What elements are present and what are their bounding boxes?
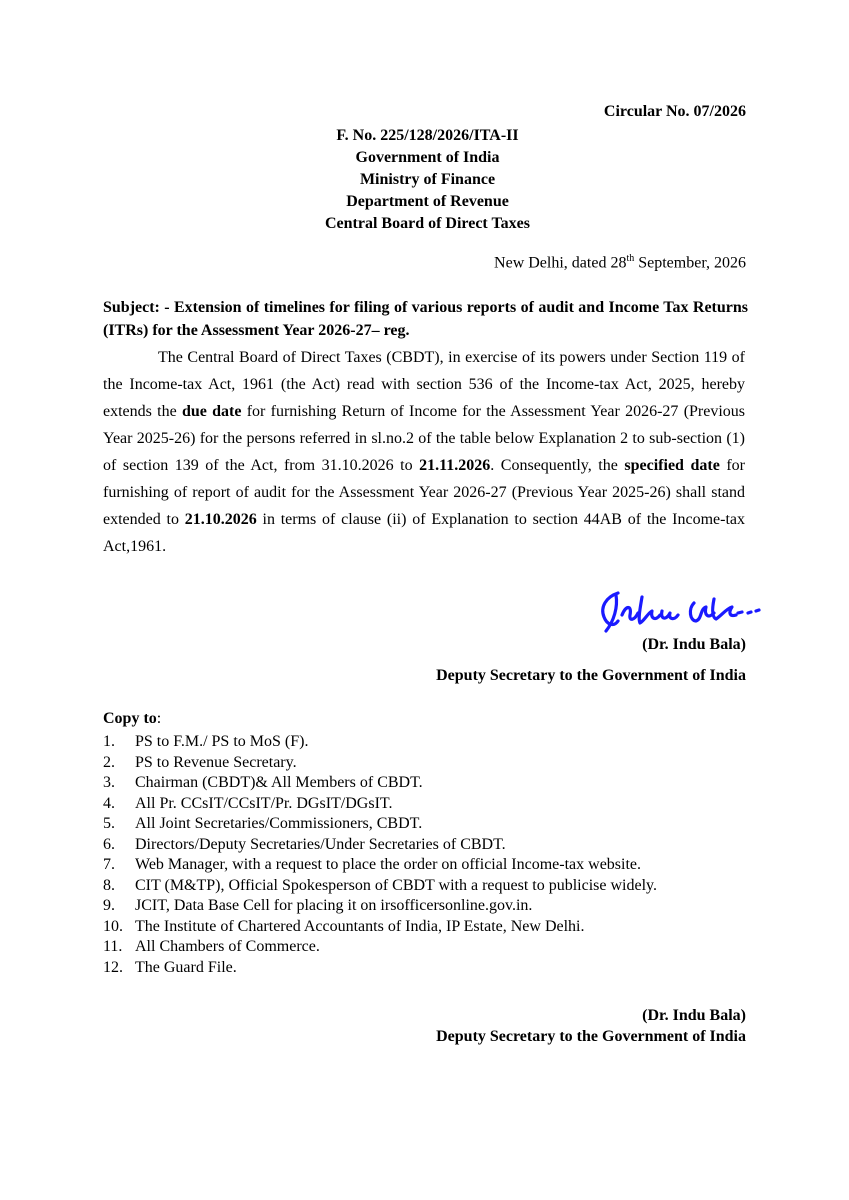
list-item xyxy=(103,896,657,917)
date-prefix: New Delhi, dated 28 xyxy=(494,254,627,272)
list-item-text: JCIT, Data Base Cell for placing it on irsofficersonline.gov.in. xyxy=(135,897,533,914)
list-item-text: PS to Revenue Secretary. xyxy=(135,753,297,771)
list-item-number: 8. xyxy=(103,876,115,894)
body-text-5: in terms of clause (ii) of Explanation to section 44AB of the Income-tax Act,1961. xyxy=(103,511,746,555)
list-item xyxy=(103,794,657,815)
government-name: Government of India xyxy=(355,149,500,166)
list-item-number: 1. xyxy=(103,733,115,750)
signatory-name: (Dr. Indu Bala) xyxy=(642,636,746,653)
letterhead xyxy=(0,125,849,235)
list-item-number: 9. xyxy=(103,897,115,914)
circular-number: Circular No. 07/2026 xyxy=(603,103,746,120)
list-item-number: 7. xyxy=(103,856,115,873)
board-name: Central Board of Direct Taxes xyxy=(324,215,530,232)
list-item-number: 12. xyxy=(103,958,123,976)
list-item-number: 3. xyxy=(103,774,115,791)
list-item-text: The Institute of Chartered Accountants of India, IP Estate, New Delhi. xyxy=(135,917,585,935)
list-item-text: Web Manager, with a request to place the order on official Income-tax website. xyxy=(135,856,642,873)
list-item xyxy=(103,814,657,835)
body-bold-due-date: due date xyxy=(181,403,242,420)
body-text-3: . Consequently, the xyxy=(490,457,625,474)
body-bold-new-due-date: 21.11.2026 xyxy=(419,457,491,474)
body-paragraph xyxy=(103,344,745,560)
list-item-text: Chairman (CBDT)& All Members of CBDT. xyxy=(135,774,423,791)
list-item-number: 11. xyxy=(103,938,123,955)
list-item-number: 6. xyxy=(103,835,115,853)
list-item-text: All Joint Secretaries/Commissioners, CBDT. xyxy=(135,815,423,832)
list-item xyxy=(103,753,657,774)
ministry-name: Ministry of Finance xyxy=(359,171,496,188)
body-bold-audit-date: 21.10.2026 xyxy=(184,511,257,528)
body-bold-specified-date: specified date xyxy=(624,457,720,474)
copy-to-list xyxy=(103,732,657,978)
list-item xyxy=(103,917,657,938)
date-rest: September, 2026 xyxy=(634,254,746,272)
file-number: F. No. 225/128/2026/ITA-II xyxy=(336,127,519,144)
list-item-number: 4. xyxy=(103,794,115,812)
list-item xyxy=(103,876,657,897)
list-item-number: 2. xyxy=(103,753,115,771)
subject-line: Subject: - Extension of timelines for filing of various reports of audit and Income Tax Returns (ITRs) for the Assessment Year 2026-27– reg. xyxy=(103,299,748,339)
date-suffix: th xyxy=(626,253,635,264)
issue-date xyxy=(494,253,746,272)
body-text-4: for furnishing of report of audit for the Assessment Year 2026-27 (Previous Year 2025-26) shall stand extended to xyxy=(103,457,746,528)
copy-to-colon: : xyxy=(156,710,162,727)
closing-signatory-name: (Dr. Indu Bala) xyxy=(642,1007,746,1024)
list-item-text: All Chambers of Commerce. xyxy=(135,938,320,955)
list-item-text: All Pr. CCsIT/CCsIT/Pr. DGsIT/DGsIT. xyxy=(135,794,393,812)
list-item-number: 10. xyxy=(103,917,123,935)
body-text-2: for furnishing Return of Income for the Assessment Year 2026-27 (Previous Year 2025-26) for the persons referred in sl.no.2 of the table below Explanation 2 to sub-section (1) of section 139 of the Act, from 31.10.2026 to xyxy=(103,403,746,474)
copy-to-heading xyxy=(103,710,161,728)
list-item xyxy=(103,773,657,794)
list-item xyxy=(103,937,657,958)
list-item-number: 5. xyxy=(103,815,115,832)
list-item-text: CIT (M&TP), Official Spokesperson of CBDT with a request to publicise widely. xyxy=(135,876,658,894)
list-item xyxy=(103,958,657,979)
list-item-text: The Guard File. xyxy=(135,958,237,976)
list-item-text: PS to F.M./ PS to MoS (F). xyxy=(135,733,309,750)
closing-signatory-title: Deputy Secretary to the Government of India xyxy=(436,1028,746,1045)
list-item xyxy=(103,855,657,876)
copy-to-label: Copy to xyxy=(103,710,157,727)
list-item-text: Directors/Deputy Secretaries/Under Secretaries of CBDT. xyxy=(135,835,506,853)
signatory-title: Deputy Secretary to the Government of India xyxy=(436,667,746,684)
list-item xyxy=(103,835,657,856)
department-name: Department of Revenue xyxy=(346,193,509,210)
handwritten-signature-icon xyxy=(596,585,781,640)
list-item xyxy=(103,732,657,753)
body-text-1: The Central Board of Direct Taxes (CBDT), in exercise of its powers under Section 119 of the Income-tax Act, 1961 (the Act) read with section 536 of the Income-tax Act, 2025, hereby extends the xyxy=(103,349,745,420)
